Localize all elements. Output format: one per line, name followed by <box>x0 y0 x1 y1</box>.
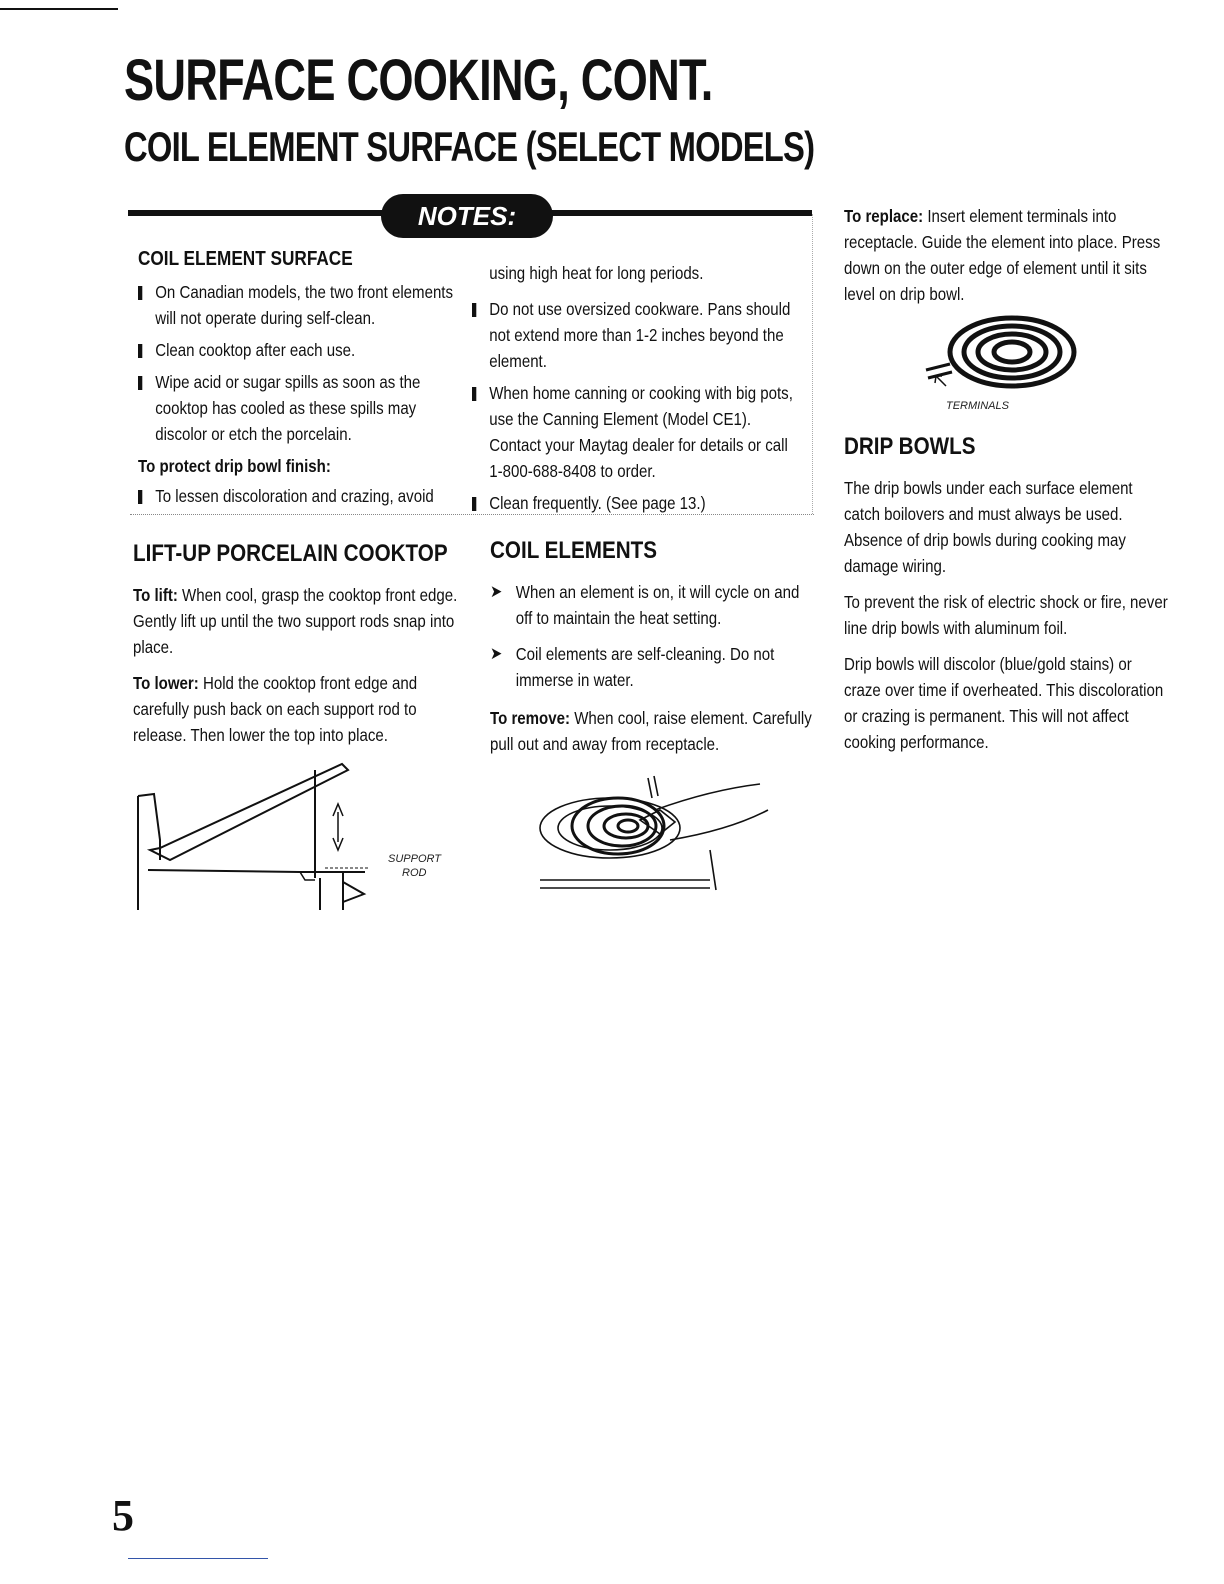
bullet-icon <box>138 490 142 504</box>
bullet-icon <box>472 497 476 511</box>
replace-text: Insert element terminals into receptacle. Guide the element into place. Press down on the outer edge of element until it sits level on drip bowl. <box>844 206 1161 304</box>
list-item-text: To lessen discoloration and crazing, avoid <box>155 486 434 506</box>
replace-label: To replace: <box>844 206 924 226</box>
coil-terminals-illustration <box>920 312 1090 417</box>
terminals-caption: TERMINALS <box>946 400 1009 412</box>
continued-text: using high heat for long periods. <box>489 263 704 283</box>
drip-paragraph-1: The drip bowls under each surface element catch boilovers and must always be used. Absence of drip bowls during cooking may damage wiring. <box>844 478 1133 576</box>
list-item <box>472 296 795 374</box>
bullet-icon <box>472 303 476 317</box>
notes-list-2 <box>472 260 795 516</box>
support-rod-caption-2: ROD <box>402 867 427 879</box>
arrow-bullet-icon: ➤ <box>490 644 503 663</box>
remove-label: To remove: <box>490 708 571 728</box>
lift-paragraph <box>133 582 464 660</box>
bullet-icon <box>138 344 142 358</box>
cooktop-lift-illustration <box>130 760 470 920</box>
bullet-icon <box>138 286 142 300</box>
list-item-text: Do not use oversized cookware. Pans should not extend more than 1-2 inches beyond the element. <box>489 299 791 371</box>
coil-heading: COIL ELEMENTS <box>490 537 658 564</box>
bullet-icon <box>138 376 142 390</box>
list-item-text: Clean cooktop after each use. <box>155 340 356 360</box>
arrow-bullet-icon: ➤ <box>490 582 503 601</box>
list-item <box>490 579 813 631</box>
list-item <box>138 337 461 363</box>
list-item <box>138 279 461 331</box>
replace-section <box>844 203 1224 307</box>
page-subtitle: COIL ELEMENT SURFACE (SELECT MODELS) <box>124 123 815 170</box>
list-item <box>138 483 461 509</box>
notes-section-heading: COIL ELEMENT SURFACE <box>138 248 353 270</box>
lift-label: To lift: <box>133 585 178 605</box>
notes-column-2 <box>472 260 848 516</box>
page-number: 5 <box>112 1491 134 1540</box>
protect-heading: To protect drip bowl finish: <box>138 456 331 476</box>
list-item-text: Wipe acid or sugar spills as soon as the cooktop has cooled as these spills may discolor or etch the porcelain. <box>155 372 421 444</box>
notes-list-1 <box>138 279 461 509</box>
coil-body <box>490 579 813 757</box>
list-item-text: Coil elements are self-cleaning. Do not immerse in water. <box>515 644 775 690</box>
coil-section <box>490 537 865 757</box>
notes-column-1 <box>138 248 513 509</box>
drip-paragraph-2: To prevent the risk of electric shock or fire, never line drip bowls with aluminum foil. <box>844 592 1168 638</box>
notes-badge: NOTES: <box>381 194 553 238</box>
remove-text: When cool, raise element. Carefully pull out and away from receptacle. <box>490 708 812 754</box>
support-rod-caption-1: SUPPORT <box>388 853 441 865</box>
bullet-icon <box>472 387 476 401</box>
list-item <box>138 369 461 447</box>
list-item <box>472 380 795 484</box>
list-item <box>472 490 795 516</box>
footer-rule <box>128 1558 268 1559</box>
drip-paragraph-3: Drip bowls will discolor (blue/gold stains) or craze over time if overheated. This discoloration or crazing is permanent. This will not affect cooking performance. <box>844 654 1164 752</box>
list-item-text: Clean frequently. (See page 13.) <box>489 493 706 513</box>
page-title: SURFACE COOKING, CONT. <box>124 48 713 113</box>
liftup-section <box>133 540 518 748</box>
coil-removal-illustration <box>530 770 790 900</box>
lower-label: To lower: <box>133 673 199 693</box>
liftup-body <box>133 582 464 748</box>
top-rule <box>0 8 118 10</box>
drip-bowls-section <box>844 433 1224 755</box>
list-item-text: When home canning or cooking with big pots, use the Canning Element (Model CE1). Contact your Maytag dealer for details or call 1-800-688-8408 to order. <box>489 383 793 481</box>
lower-text: Hold the cooktop front edge and carefully push back on each support rod to release. Then lower the top into place. <box>133 673 418 745</box>
list-item-text: On Canadian models, the two front elements will not operate during self-clean. <box>155 282 454 328</box>
replace-paragraph <box>844 203 1171 307</box>
list-item-text: When an element is on, it will cycle on and off to maintain the heat setting. <box>515 582 800 628</box>
drip-heading: DRIP BOWLS <box>844 433 976 460</box>
lower-paragraph <box>133 670 464 748</box>
lift-text: When cool, grasp the cooktop front edge. Gently lift up until the two support rods snap into place. <box>133 585 458 657</box>
drip-body <box>844 475 1171 755</box>
remove-paragraph <box>490 705 813 757</box>
list-item <box>490 641 813 693</box>
liftup-heading: LIFT-UP PORCELAIN COOKTOP <box>133 540 448 567</box>
